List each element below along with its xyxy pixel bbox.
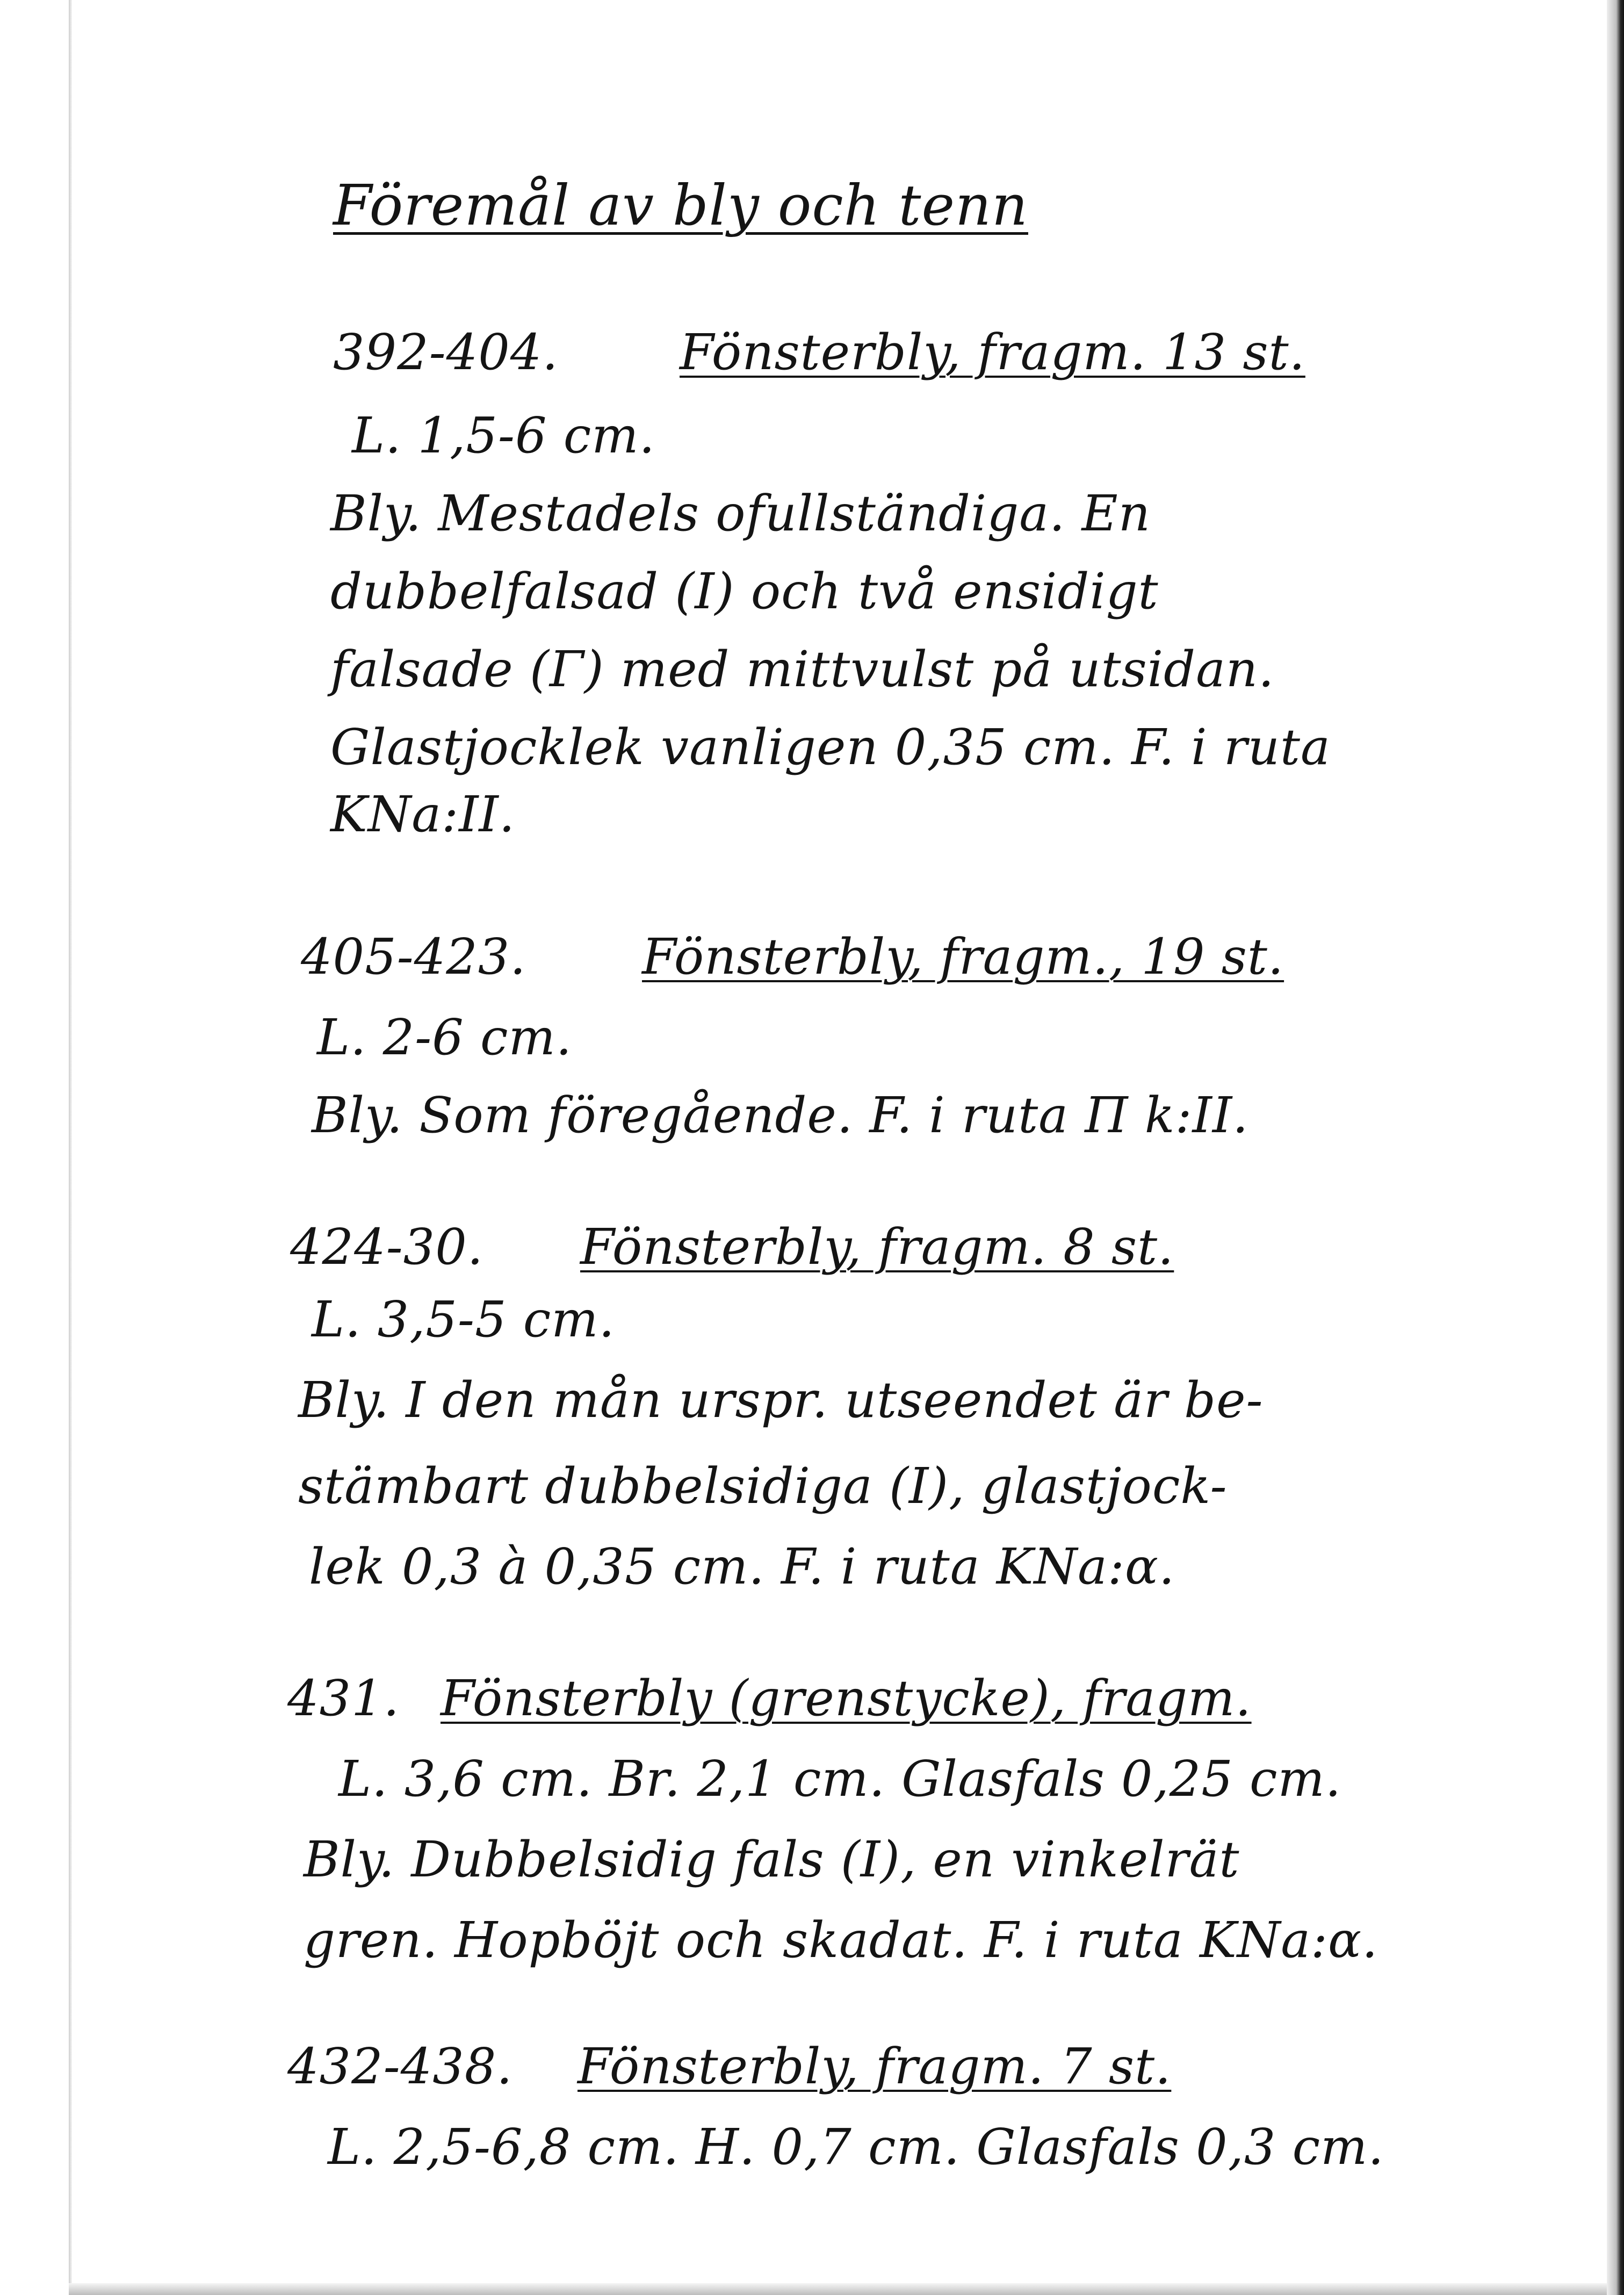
entry-title: Fönsterbly, fragm. 7 st.	[578, 2038, 1172, 2095]
entry-number: 432-438.	[287, 2038, 513, 2095]
entry-line: stämbart dubbelsidiga (I), glastjock-	[298, 1457, 1228, 1515]
entry-line: L. 2,5-6,8 cm. H. 0,7 cm. Glasfals 0,3 cm.	[328, 2118, 1384, 2176]
entry-title: Fönsterbly (grenstycke), fragm.	[441, 1670, 1252, 1727]
entry-line: gren. Hopböjt och skadat. F. i ruta KNa:α.	[304, 1911, 1378, 1969]
entry-number: 405-423.	[301, 928, 526, 985]
entry-title: Fönsterbly, fragm. 13 st.	[680, 323, 1305, 381]
entry-line: Bly. Som föregående. F. i ruta Π k:II.	[312, 1087, 1249, 1144]
entry-title: Fönsterbly, fragm., 19 st.	[642, 928, 1284, 985]
entry-line: Glastjocklek vanligen 0,35 cm. F. i ruta	[330, 718, 1331, 776]
entry-line: L. 3,6 cm. Br. 2,1 cm. Glasfals 0,25 cm.	[338, 1750, 1342, 1808]
entry-number: 431.	[287, 1670, 400, 1727]
entry-number: 392-404.	[333, 323, 559, 381]
entry-number: 424-30.	[290, 1218, 483, 1276]
entry-line: falsade (Γ) med mittvulst på utsidan.	[330, 641, 1275, 698]
entry-line: dubbelfalsad (I) och två ensidigt	[330, 563, 1159, 620]
entry-line: Bly. I den mån urspr. utseendet är be-	[298, 1371, 1264, 1429]
entry-line: Bly. Mestadels ofullständiga. En	[330, 485, 1151, 542]
page-heading: Föremål av bly och tenn	[333, 172, 1028, 238]
entry-line: KNa:II.	[330, 786, 516, 843]
entry-line: L. 2-6 cm.	[317, 1009, 572, 1066]
entry-line: L. 1,5-6 cm.	[352, 407, 655, 464]
entry-line: lek 0,3 à 0,35 cm. F. i ruta KNa:α.	[309, 1538, 1175, 1595]
entry-line: Bly. Dubbelsidig fals (I), en vinkelrät	[304, 1831, 1240, 1888]
entry-title: Fönsterbly, fragm. 8 st.	[580, 1218, 1174, 1276]
entry-line: L. 3,5-5 cm.	[312, 1291, 615, 1348]
